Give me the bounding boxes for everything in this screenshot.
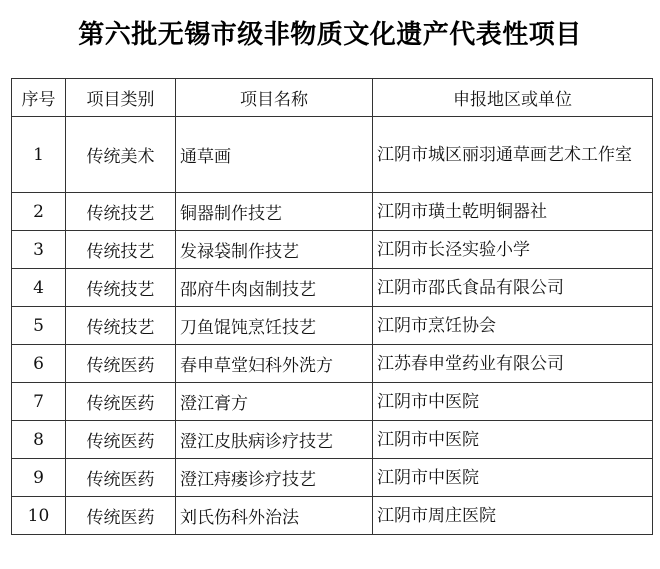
cell-name: 澄江膏方	[176, 383, 373, 421]
cell-name: 通草画	[176, 117, 373, 193]
cell-name: 春申草堂妇科外洗方	[176, 345, 373, 383]
cell-category: 传统技艺	[66, 231, 176, 269]
cell-no: 5	[12, 307, 66, 345]
cell-unit: 江苏春申堂药业有限公司	[373, 345, 653, 383]
cell-no: 8	[12, 421, 66, 459]
cell-no: 2	[12, 193, 66, 231]
cell-no: 9	[12, 459, 66, 497]
cell-unit: 江阴市城区丽羽通草画艺术工作室	[373, 117, 653, 193]
header-unit: 申报地区或单位	[373, 79, 653, 117]
header-no: 序号	[12, 79, 66, 117]
table-row	[12, 231, 653, 269]
cell-no: 1	[12, 117, 66, 193]
table-row	[12, 345, 653, 383]
cell-name: 澄江痔瘘诊疗技艺	[176, 459, 373, 497]
cell-no: 4	[12, 269, 66, 307]
cell-category: 传统医药	[66, 383, 176, 421]
table-row	[12, 307, 653, 345]
table-row	[12, 497, 653, 535]
header-category: 项目类别	[66, 79, 176, 117]
cell-no: 3	[12, 231, 66, 269]
cell-category: 传统医药	[66, 421, 176, 459]
heritage-table	[11, 78, 653, 535]
cell-name: 铜器制作技艺	[176, 193, 373, 231]
cell-unit: 江阴市烹饪协会	[373, 307, 653, 345]
cell-unit: 江阴市邵氏食品有限公司	[373, 269, 653, 307]
cell-no: 10	[12, 497, 66, 535]
cell-unit: 江阴市周庄医院	[373, 497, 653, 535]
cell-category: 传统技艺	[66, 307, 176, 345]
cell-no: 6	[12, 345, 66, 383]
cell-no: 7	[12, 383, 66, 421]
table-row	[12, 193, 653, 231]
cell-category: 传统美术	[66, 117, 176, 193]
cell-unit: 江阴市中医院	[373, 459, 653, 497]
cell-name: 发禄袋制作技艺	[176, 231, 373, 269]
cell-name: 刀鱼馄饨烹饪技艺	[176, 307, 373, 345]
table-row	[12, 459, 653, 497]
cell-category: 传统医药	[66, 497, 176, 535]
cell-category: 传统技艺	[66, 269, 176, 307]
table-row	[12, 269, 653, 307]
cell-unit: 江阴市中医院	[373, 421, 653, 459]
cell-unit: 江阴市长泾实验小学	[373, 231, 653, 269]
cell-category: 传统医药	[66, 459, 176, 497]
table-header-row	[12, 79, 653, 117]
cell-unit: 江阴市璜土乾明铜器社	[373, 193, 653, 231]
cell-category: 传统技艺	[66, 193, 176, 231]
cell-name: 邵府牛肉卤制技艺	[176, 269, 373, 307]
page-title: 第六批无锡市级非物质文化遗产代表性项目	[78, 20, 582, 50]
header-name: 项目名称	[176, 79, 373, 117]
cell-category: 传统医药	[66, 345, 176, 383]
cell-unit: 江阴市中医院	[373, 383, 653, 421]
table-row	[12, 117, 653, 193]
cell-name: 澄江皮肤病诊疗技艺	[176, 421, 373, 459]
cell-name: 刘氏伤科外治法	[176, 497, 373, 535]
table-row	[12, 383, 653, 421]
table-row	[12, 421, 653, 459]
